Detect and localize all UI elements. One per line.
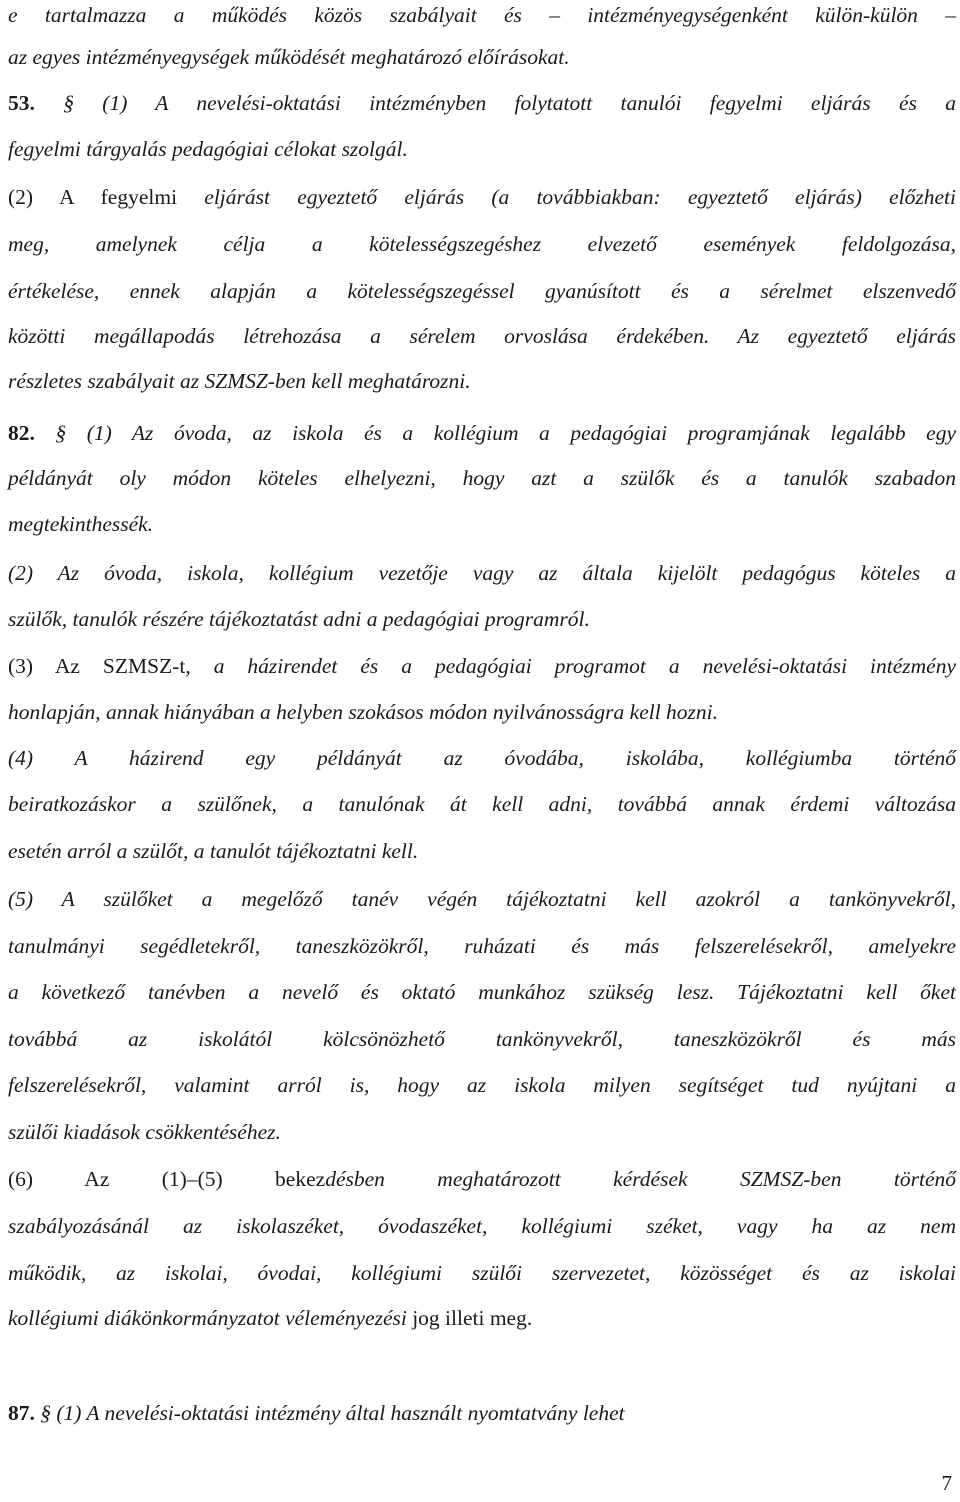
text-line bbox=[8, 1024, 956, 1054]
text-run: (4) A házirend egy példányát az óvodába, iskolába, kollégiumba történő bbox=[8, 746, 956, 770]
text-run: (2) A fegyelmi bbox=[8, 185, 205, 209]
text-run: a következő tanévben a nevelő és oktató munkához szükség lesz. Tájékoztatni kell őket bbox=[8, 980, 956, 1004]
text-line bbox=[8, 0, 956, 30]
text-run: (3) Az SZMSZ-t, bbox=[8, 654, 214, 678]
text-run: e tartalmazza a működés közös szabályait és – intézményegységenként külön-külön – bbox=[8, 3, 956, 27]
text-run: esetén arról a szülőt, a tanulót tájékoztatni kell. bbox=[8, 839, 419, 863]
text-run: továbbá az iskolától kölcsönözhető tankönyvekről, taneszközökről és más bbox=[8, 1027, 956, 1051]
text-line bbox=[8, 558, 956, 588]
text-line bbox=[8, 463, 956, 493]
text-line bbox=[8, 182, 956, 212]
text-line bbox=[8, 836, 956, 866]
text-line bbox=[8, 366, 956, 396]
text-line bbox=[8, 418, 956, 448]
text-run: kollégiumi diákönkormányzatot véleményezési bbox=[8, 1306, 407, 1330]
text-run: meg, amelynek célja a kötelességszegéshez elvezető események feldolgozása, bbox=[8, 232, 956, 256]
text-run: példányát oly módon köteles elhelyezni, hogy azt a szülők és a tanulók szabadon bbox=[8, 466, 956, 490]
text-run: felszerelésekről, valamint arról is, hogy az iskola milyen segítséget tud nyújtani a bbox=[8, 1073, 956, 1097]
text-line bbox=[8, 1164, 956, 1194]
text-line bbox=[8, 1211, 956, 1241]
text-run: tanulmányi segédletekről, taneszközökről, ruházati és más felszerelésekről, amelyekre bbox=[8, 934, 956, 958]
text-run: désben meghatározott kérdések SZMSZ-ben történő bbox=[325, 1167, 956, 1191]
section-number: 87. bbox=[8, 1401, 35, 1425]
text-line bbox=[8, 1070, 956, 1100]
text-run: (5) A szülőket a megelőző tanév végén tájékoztatni kell azokról a tankönyvekről, bbox=[8, 887, 956, 911]
text-run: (2) Az óvoda, iskola, kollégium vezetője vagy az általa kijelölt pedagógus köteles a bbox=[8, 561, 956, 585]
text-line bbox=[8, 229, 956, 259]
text-run: működik, az iskolai, óvodai, kollégiumi szülői szervezetet, közösséget és az iskolai bbox=[8, 1261, 956, 1285]
text-line bbox=[8, 321, 956, 351]
section-number: 53. bbox=[8, 91, 35, 115]
text-line bbox=[8, 1303, 956, 1333]
text-run: szabályozásánál az iskolaszéket, óvodaszéket, kollégiumi széket, vagy ha az nem bbox=[8, 1214, 956, 1238]
text-line bbox=[8, 977, 956, 1007]
text-run: szülői kiadások csökkentéséhez. bbox=[8, 1120, 281, 1144]
text-run: szülők, tanulók részére tájékoztatást adni a pedagógiai programról. bbox=[8, 607, 590, 631]
text-line bbox=[8, 789, 956, 819]
text-line bbox=[8, 651, 956, 681]
text-line bbox=[8, 1258, 956, 1288]
text-line bbox=[8, 509, 956, 539]
text-run: részletes szabályait az SZMSZ-ben kell meghatározni. bbox=[8, 369, 471, 393]
text-run: § (1) Az óvoda, az iskola és a kollégium a pedagógiai programjának legalább egy bbox=[34, 421, 956, 445]
text-run: beiratkozáskor a szülőnek, a tanulónak át kell adni, továbbá annak érdemi változása bbox=[8, 792, 956, 816]
text-line bbox=[8, 697, 956, 727]
text-line bbox=[8, 42, 956, 72]
text-run: fegyelmi tárgyalás pedagógiai célokat szolgál. bbox=[8, 137, 408, 161]
text-run: jog illeti meg. bbox=[406, 1306, 533, 1330]
text-line bbox=[8, 134, 956, 164]
text-run: eljárást egyeztető eljárás (a továbbiakban: egyeztető eljárás) előzheti bbox=[204, 185, 957, 209]
text-run: § (1) A nevelési-oktatási intézmény által használt nyomtatvány lehet bbox=[34, 1401, 625, 1425]
text-run: megtekinthessék. bbox=[8, 512, 154, 536]
text-run: az egyes intézményegységek működését meghatározó előírásokat. bbox=[8, 45, 570, 69]
text-run: a házirendet és a pedagógiai programot a nevelési-oktatási intézmény bbox=[213, 654, 956, 678]
text-run: honlapján, annak hiányában a helyben szokásos módon nyilvánosságra kell hozni. bbox=[8, 700, 719, 724]
text-line bbox=[8, 1398, 956, 1428]
text-line bbox=[8, 604, 956, 634]
text-run: § (1) A nevelési-oktatási intézményben folytatott tanulói fegyelmi eljárás és a bbox=[34, 91, 956, 115]
text-line bbox=[8, 1117, 956, 1147]
text-run: (6) Az (1)–(5) bekez bbox=[8, 1167, 326, 1191]
text-line bbox=[8, 743, 956, 773]
text-line bbox=[8, 931, 956, 961]
text-line bbox=[8, 884, 956, 914]
text-run: közötti megállapodás létrehozása a sérelem orvoslása érdekében. Az egyeztető eljárás bbox=[8, 324, 956, 348]
text-run: értékelése, ennek alapján a kötelességszegéssel gyanúsított és a sérelmet elszenvedő bbox=[8, 279, 956, 303]
text-line bbox=[8, 276, 956, 306]
text-line bbox=[8, 88, 956, 118]
section-number: 82. bbox=[8, 421, 35, 445]
page-number: 7 bbox=[941, 1471, 952, 1495]
